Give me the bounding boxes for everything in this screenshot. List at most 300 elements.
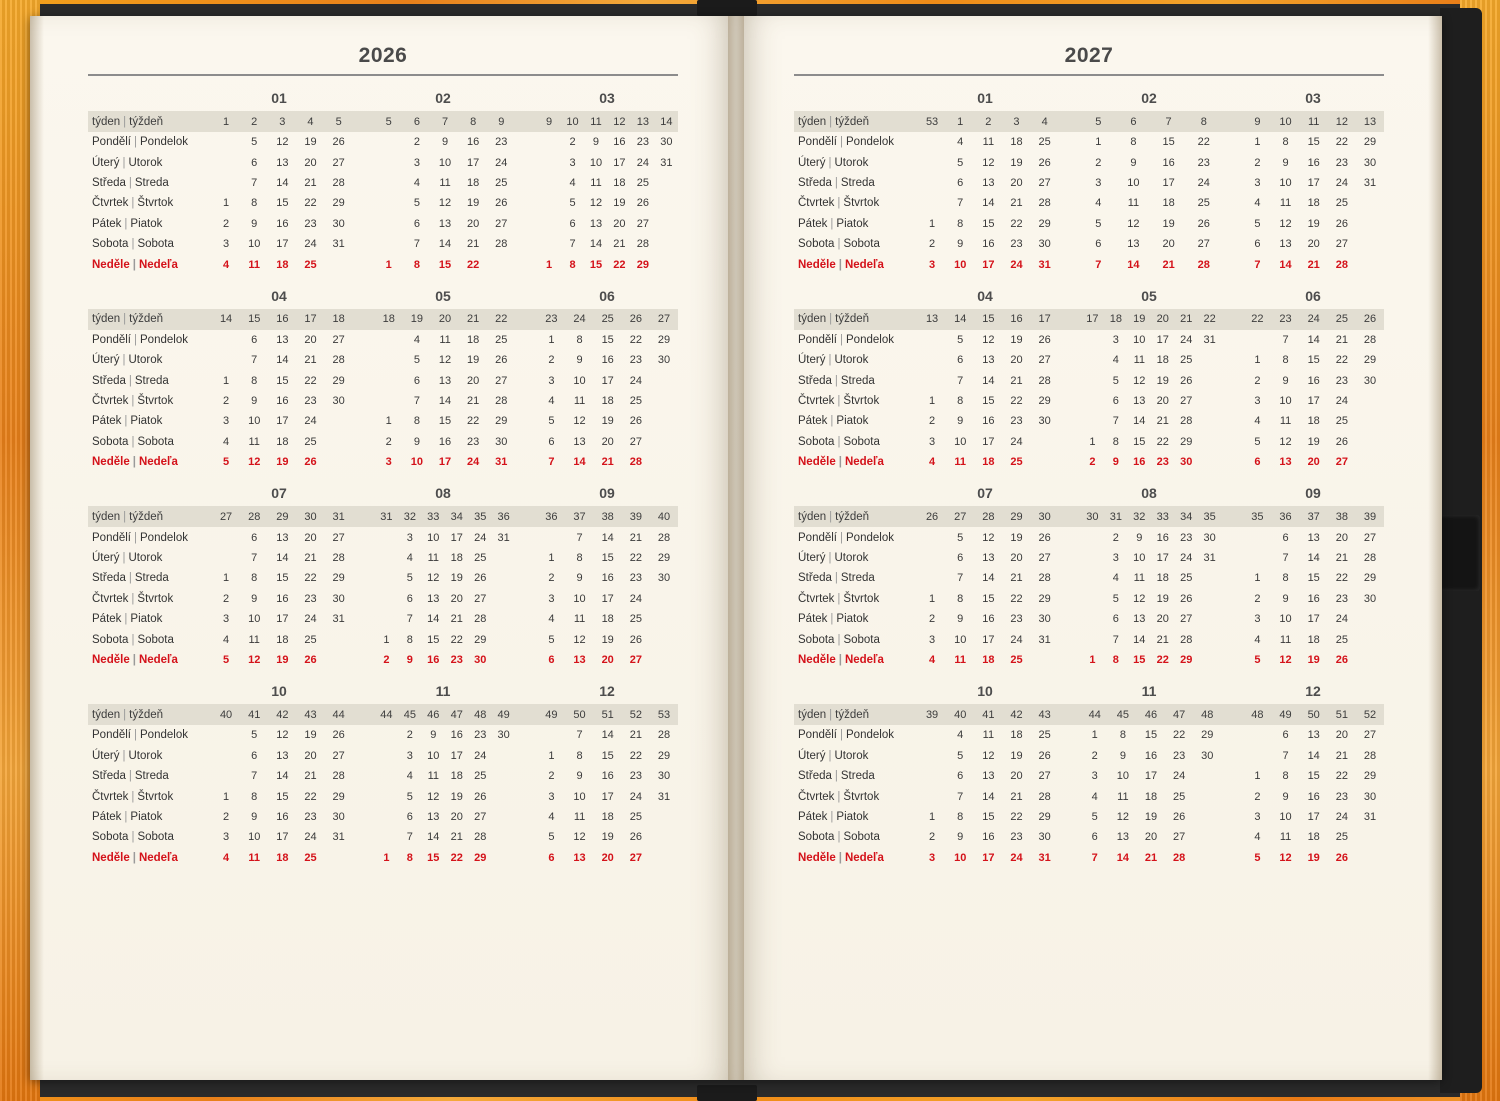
week-label-cs: týden xyxy=(798,510,827,523)
date-cell: 2 xyxy=(223,592,230,605)
date-cell: 25 xyxy=(1335,633,1348,646)
date-cell: 23 xyxy=(1010,415,1023,428)
date-cell: 2 xyxy=(223,217,230,230)
date-cell xyxy=(212,157,240,169)
week-number-band xyxy=(88,506,678,527)
date-cell: 7 xyxy=(251,176,258,189)
date-cell: 1 xyxy=(385,258,392,271)
date-cell: 7 xyxy=(1254,258,1261,271)
date-cell: 21 xyxy=(450,613,463,626)
month-number: 01 xyxy=(977,90,993,106)
date-cells xyxy=(537,593,678,605)
date-cells xyxy=(375,395,516,407)
month-number: 08 xyxy=(1141,485,1157,502)
date-cells xyxy=(375,259,516,271)
date-cell: 3 xyxy=(548,374,555,387)
day-name xyxy=(794,354,918,366)
date-cells xyxy=(1243,436,1384,448)
date-cell: 18 xyxy=(982,654,995,666)
date-cell: 21 xyxy=(1010,374,1023,387)
date-cell: 30 xyxy=(1363,592,1377,605)
month-number-row xyxy=(794,485,1384,506)
date-cell: 3 xyxy=(929,633,936,646)
date-cells xyxy=(1081,456,1222,468)
date-cell: 4 xyxy=(569,176,576,189)
date-cells xyxy=(537,177,678,189)
date-cell: 12 xyxy=(982,749,995,762)
date-cell: 21 xyxy=(304,176,317,189)
quarter-block xyxy=(88,485,678,670)
date-cell: 21 xyxy=(304,354,317,367)
date-cell: 2 xyxy=(385,435,392,448)
week-number: 26 xyxy=(1363,313,1377,326)
date-cell: 16 xyxy=(276,810,289,823)
date-cell: 19 xyxy=(1010,749,1023,762)
date-cells xyxy=(375,238,516,250)
date-cell: 1 xyxy=(223,790,230,803)
date-cells xyxy=(212,157,353,169)
day-name-sk: Piatok xyxy=(836,415,869,428)
date-cell xyxy=(492,770,515,782)
date-cell: 4 xyxy=(548,613,555,626)
date-cell: 9 xyxy=(576,572,583,585)
date-cell: 26 xyxy=(332,729,345,742)
date-cells xyxy=(918,613,1059,625)
date-cell: 12 xyxy=(982,531,995,544)
label-separator: | xyxy=(829,510,833,523)
week-cells xyxy=(1081,709,1222,721)
date-cell xyxy=(918,770,946,782)
date-cell xyxy=(1356,197,1384,209)
quarters-right xyxy=(794,90,1384,868)
label-separator: | xyxy=(122,552,126,565)
date-cell: 13 xyxy=(438,217,452,230)
week-number: 9 xyxy=(498,115,505,128)
quarter-block xyxy=(794,485,1384,670)
day-name-sk: Sobota xyxy=(137,435,174,448)
date-cell: 28 xyxy=(1363,552,1377,565)
date-cell: 1 xyxy=(929,395,936,408)
week-number: 9 xyxy=(546,115,553,128)
date-cell: 12 xyxy=(248,654,261,666)
week-number: 16 xyxy=(276,313,289,326)
month-column xyxy=(536,90,678,111)
day-row xyxy=(88,330,678,350)
day-name-cs: Úterý xyxy=(798,354,826,367)
day-name-cs: Středa xyxy=(92,770,126,783)
day-row xyxy=(794,807,1384,827)
date-cell: 8 xyxy=(406,851,413,864)
week-cells xyxy=(918,116,1059,128)
date-cells xyxy=(1243,552,1384,564)
date-cells xyxy=(1243,750,1384,762)
day-name-sk: Utorok xyxy=(834,552,869,565)
day-name-sk: Sobota xyxy=(843,435,880,448)
date-cells xyxy=(918,654,1059,666)
date-cell: 29 xyxy=(1038,810,1051,823)
date-cell: 18 xyxy=(613,176,626,189)
day-name-cs: Neděle xyxy=(798,456,836,469)
date-cell xyxy=(918,197,946,209)
quarter-block xyxy=(88,683,678,868)
date-cell: 23 xyxy=(304,395,317,408)
date-cell: 4 xyxy=(929,654,936,666)
date-cells xyxy=(918,436,1059,448)
date-cells xyxy=(918,593,1059,605)
date-cell: 14 xyxy=(982,197,995,210)
date-cell: 7 xyxy=(413,395,420,408)
day-name xyxy=(794,552,918,564)
date-cell: 28 xyxy=(657,531,671,544)
date-cell: 17 xyxy=(450,749,463,762)
date-cell xyxy=(1356,259,1384,271)
month-column xyxy=(536,485,678,506)
date-cell: 15 xyxy=(982,217,995,230)
day-name xyxy=(794,197,918,209)
date-cell: 21 xyxy=(1156,633,1169,646)
date-cell xyxy=(325,259,353,271)
date-cells xyxy=(537,852,678,864)
date-cell xyxy=(375,157,403,169)
day-name-sk: Sobota xyxy=(137,831,174,844)
day-name-cs: Pátek xyxy=(92,810,122,823)
week-number: 53 xyxy=(657,708,671,721)
day-row xyxy=(88,807,678,827)
date-cell: 25 xyxy=(304,258,317,271)
week-cells xyxy=(1243,709,1384,721)
date-cell: 2 xyxy=(383,654,390,666)
date-cell: 14 xyxy=(573,456,586,469)
date-cell: 10 xyxy=(573,592,586,605)
day-name-cs: Pondělí xyxy=(92,136,132,149)
date-cell: 24 xyxy=(1335,810,1348,823)
date-cell: 19 xyxy=(276,456,289,469)
month-number: 12 xyxy=(599,683,615,700)
date-cell: 12 xyxy=(427,572,440,585)
day-name xyxy=(88,218,212,230)
date-cell: 4 xyxy=(957,729,964,742)
date-cell: 3 xyxy=(413,156,420,169)
date-cell: 2 xyxy=(223,810,230,823)
date-cell: 29 xyxy=(1038,395,1051,408)
date-cell: 15 xyxy=(601,552,614,565)
date-cell xyxy=(918,157,946,169)
week-cells xyxy=(1243,511,1384,523)
date-cell: 23 xyxy=(1173,749,1186,762)
day-row xyxy=(794,330,1384,350)
date-cells xyxy=(537,456,678,468)
date-cells xyxy=(1243,197,1384,209)
date-cell xyxy=(375,791,398,803)
week-number: 3 xyxy=(279,115,286,128)
date-cell: 6 xyxy=(406,810,413,823)
week-label xyxy=(88,709,212,721)
day-name-sk: Piatok xyxy=(130,810,163,823)
date-cells xyxy=(1081,613,1222,625)
date-cells xyxy=(212,136,353,148)
day-name-cs: Středa xyxy=(92,374,126,387)
date-cell: 29 xyxy=(474,633,487,646)
date-cell: 5 xyxy=(1112,592,1119,605)
date-cell: 11 xyxy=(1133,572,1146,585)
date-cells xyxy=(1243,415,1384,427)
date-cell: 25 xyxy=(1180,354,1193,367)
date-cell: 12 xyxy=(438,197,452,210)
date-cell: 28 xyxy=(1335,258,1348,271)
date-cell: 3 xyxy=(406,749,413,762)
week-number: 1 xyxy=(223,115,230,128)
day-name-cs: Úterý xyxy=(798,749,826,762)
date-cell: 31 xyxy=(1038,851,1051,864)
date-cell: 25 xyxy=(636,176,649,189)
date-cell: 5 xyxy=(251,729,258,742)
week-number: 17 xyxy=(304,313,317,326)
week-label xyxy=(88,511,212,523)
date-cell: 6 xyxy=(1254,456,1261,469)
day-row-sunday xyxy=(88,848,678,868)
date-cell: 20 xyxy=(450,810,463,823)
date-cell: 8 xyxy=(413,415,420,428)
date-cell: 24 xyxy=(629,790,642,803)
date-cell xyxy=(212,770,240,782)
date-cell: 10 xyxy=(954,435,967,448)
date-cell xyxy=(375,197,403,209)
month-column xyxy=(208,485,350,506)
date-cell: 26 xyxy=(1173,810,1186,823)
date-cell: 2 xyxy=(223,395,230,408)
date-cell: 19 xyxy=(304,729,317,742)
date-cell: 29 xyxy=(1180,654,1193,666)
day-name xyxy=(88,770,212,782)
week-number-band xyxy=(794,704,1384,725)
date-cells xyxy=(212,259,353,271)
week-number: 48 xyxy=(1251,708,1264,721)
date-cell: 23 xyxy=(629,770,642,783)
date-cell: 28 xyxy=(657,729,671,742)
date-cell: 15 xyxy=(1307,572,1320,585)
day-row xyxy=(794,371,1384,391)
day-name-cs: Čtvrtek xyxy=(798,790,835,803)
date-cell: 14 xyxy=(1133,415,1146,428)
month-number: 11 xyxy=(1141,683,1157,700)
date-cell: 30 xyxy=(1203,531,1216,544)
date-cell: 23 xyxy=(1335,156,1348,169)
day-row xyxy=(794,173,1384,193)
date-cell: 31 xyxy=(1038,258,1051,271)
week-number: 5 xyxy=(1095,115,1102,128)
date-cell: 18 xyxy=(1010,729,1023,742)
label-separator: | xyxy=(131,395,135,408)
date-cell: 15 xyxy=(1133,435,1146,448)
date-cell: 24 xyxy=(304,831,317,844)
day-name xyxy=(88,634,212,646)
date-cell: 10 xyxy=(1133,552,1146,565)
date-cell: 22 xyxy=(1010,217,1023,230)
date-cell xyxy=(375,218,403,230)
day-name-cs: Pondělí xyxy=(92,729,132,742)
date-cell: 15 xyxy=(427,851,440,864)
date-cell: 19 xyxy=(450,790,463,803)
day-name-cs: Úterý xyxy=(92,552,120,565)
week-number: 49 xyxy=(1279,708,1292,721)
date-cell: 20 xyxy=(304,531,317,544)
week-number: 16 xyxy=(1010,313,1023,326)
date-cell xyxy=(1193,831,1221,843)
date-cell: 7 xyxy=(251,770,258,783)
date-cell xyxy=(1356,238,1384,250)
week-number: 12 xyxy=(613,115,626,128)
date-cell xyxy=(918,375,946,387)
date-cells xyxy=(1243,218,1384,230)
date-cells xyxy=(918,456,1059,468)
date-cells xyxy=(375,811,516,823)
date-cell: 19 xyxy=(467,354,480,367)
day-name-cs: Sobota xyxy=(798,633,835,646)
date-cell: 27 xyxy=(629,435,642,448)
date-cell: 6 xyxy=(548,654,555,666)
date-cell: 11 xyxy=(427,770,440,783)
date-cell xyxy=(650,395,678,407)
label-separator: | xyxy=(124,613,128,626)
week-number: 26 xyxy=(629,313,642,326)
date-cells xyxy=(537,791,678,803)
date-cell xyxy=(1081,613,1104,625)
date-cell: 11 xyxy=(248,633,260,646)
date-cell: 5 xyxy=(413,197,420,210)
date-cells xyxy=(375,197,516,209)
week-number: 28 xyxy=(982,510,995,523)
date-cell: 20 xyxy=(304,749,317,762)
date-cells xyxy=(212,218,353,230)
day-row xyxy=(794,766,1384,786)
date-cells xyxy=(537,436,678,448)
date-cells xyxy=(537,654,678,666)
label-separator: | xyxy=(838,851,842,864)
date-cell: 5 xyxy=(1254,435,1261,448)
date-cell xyxy=(1031,654,1059,666)
date-cell xyxy=(655,259,678,271)
date-cells xyxy=(918,532,1059,544)
date-cell xyxy=(375,177,403,189)
date-cell: 14 xyxy=(982,572,995,585)
day-name-sk: Streda xyxy=(134,770,169,783)
week-label-sk: týždeň xyxy=(129,510,164,523)
date-cell: 4 xyxy=(1254,197,1261,210)
week-number: 13 xyxy=(925,313,939,326)
label-separator: | xyxy=(838,258,842,271)
date-cell: 17 xyxy=(276,415,289,428)
date-cells xyxy=(918,354,1059,366)
date-cell: 18 xyxy=(1144,790,1158,803)
label-separator: | xyxy=(132,851,136,864)
date-cell: 8 xyxy=(406,633,413,646)
date-cell: 11 xyxy=(1279,831,1292,844)
date-cell: 3 xyxy=(569,156,576,169)
date-cell: 9 xyxy=(576,770,583,783)
label-separator: | xyxy=(132,456,136,469)
day-row xyxy=(794,725,1384,745)
date-cell: 29 xyxy=(1201,729,1214,742)
date-cells xyxy=(1081,831,1222,843)
day-name xyxy=(794,456,918,468)
week-number: 13 xyxy=(636,115,649,128)
week-number: 39 xyxy=(1363,510,1377,523)
week-number: 30 xyxy=(1038,510,1051,523)
date-cell xyxy=(492,572,515,584)
date-cell: 16 xyxy=(982,415,995,428)
date-cell: 14 xyxy=(276,770,289,783)
date-cell: 20 xyxy=(1010,552,1023,565)
date-cell: 23 xyxy=(450,654,463,666)
week-number: 44 xyxy=(332,708,345,721)
date-cell: 31 xyxy=(332,613,345,626)
date-cell: 23 xyxy=(629,572,642,585)
day-name-sk: Piatok xyxy=(130,217,163,230)
date-cell: 15 xyxy=(276,572,289,585)
label-separator: | xyxy=(122,354,126,367)
date-cell: 1 xyxy=(1089,435,1096,448)
date-cell: 29 xyxy=(1363,770,1377,783)
page-edge-shadow-right xyxy=(1428,16,1442,1080)
date-cell: 5 xyxy=(406,790,413,803)
date-cell: 3 xyxy=(223,238,230,251)
date-cell: 1 xyxy=(929,217,936,230)
date-cell xyxy=(1193,770,1221,782)
day-row xyxy=(88,411,678,431)
date-cells xyxy=(375,613,516,625)
date-cell: 8 xyxy=(251,572,258,585)
date-cell: 11 xyxy=(1117,790,1129,803)
month-column xyxy=(1078,90,1220,111)
date-cell: 8 xyxy=(576,552,583,565)
date-cell: 24 xyxy=(1010,851,1023,864)
date-cell: 31 xyxy=(1203,333,1216,346)
week-number-band xyxy=(794,111,1384,132)
week-number: 6 xyxy=(1130,115,1137,128)
day-name-sk: Nedeľa xyxy=(138,851,178,864)
date-cells xyxy=(212,634,353,646)
date-cell: 26 xyxy=(1038,333,1051,346)
date-cell: 15 xyxy=(1307,136,1320,149)
date-cells xyxy=(918,177,1059,189)
quarter-block xyxy=(88,288,678,473)
date-cell: 9 xyxy=(1112,456,1119,469)
date-cell: 14 xyxy=(1133,633,1146,646)
date-cell: 8 xyxy=(957,217,964,230)
day-name-cs: Neděle xyxy=(798,258,836,271)
date-cell: 1 xyxy=(1254,572,1261,585)
week-number: 23 xyxy=(545,313,558,326)
date-cell: 1 xyxy=(1254,136,1261,149)
date-cell xyxy=(650,375,678,387)
title-rule-left xyxy=(88,74,678,76)
date-cell: 2 xyxy=(1091,749,1098,762)
day-row xyxy=(88,527,678,547)
date-cell: 15 xyxy=(601,749,614,762)
date-cell: 22 xyxy=(1173,729,1186,742)
date-cell: 22 xyxy=(304,374,317,387)
date-cells xyxy=(375,634,516,646)
date-cell: 3 xyxy=(548,592,555,605)
date-cell: 12 xyxy=(589,197,603,210)
date-cell: 18 xyxy=(1307,633,1320,646)
date-cell: 1 xyxy=(546,258,553,271)
date-cell: 27 xyxy=(1363,531,1377,544)
month-number: 03 xyxy=(1305,90,1321,106)
date-cell xyxy=(1356,831,1384,843)
date-cell xyxy=(212,136,240,148)
label-separator: | xyxy=(134,136,138,149)
